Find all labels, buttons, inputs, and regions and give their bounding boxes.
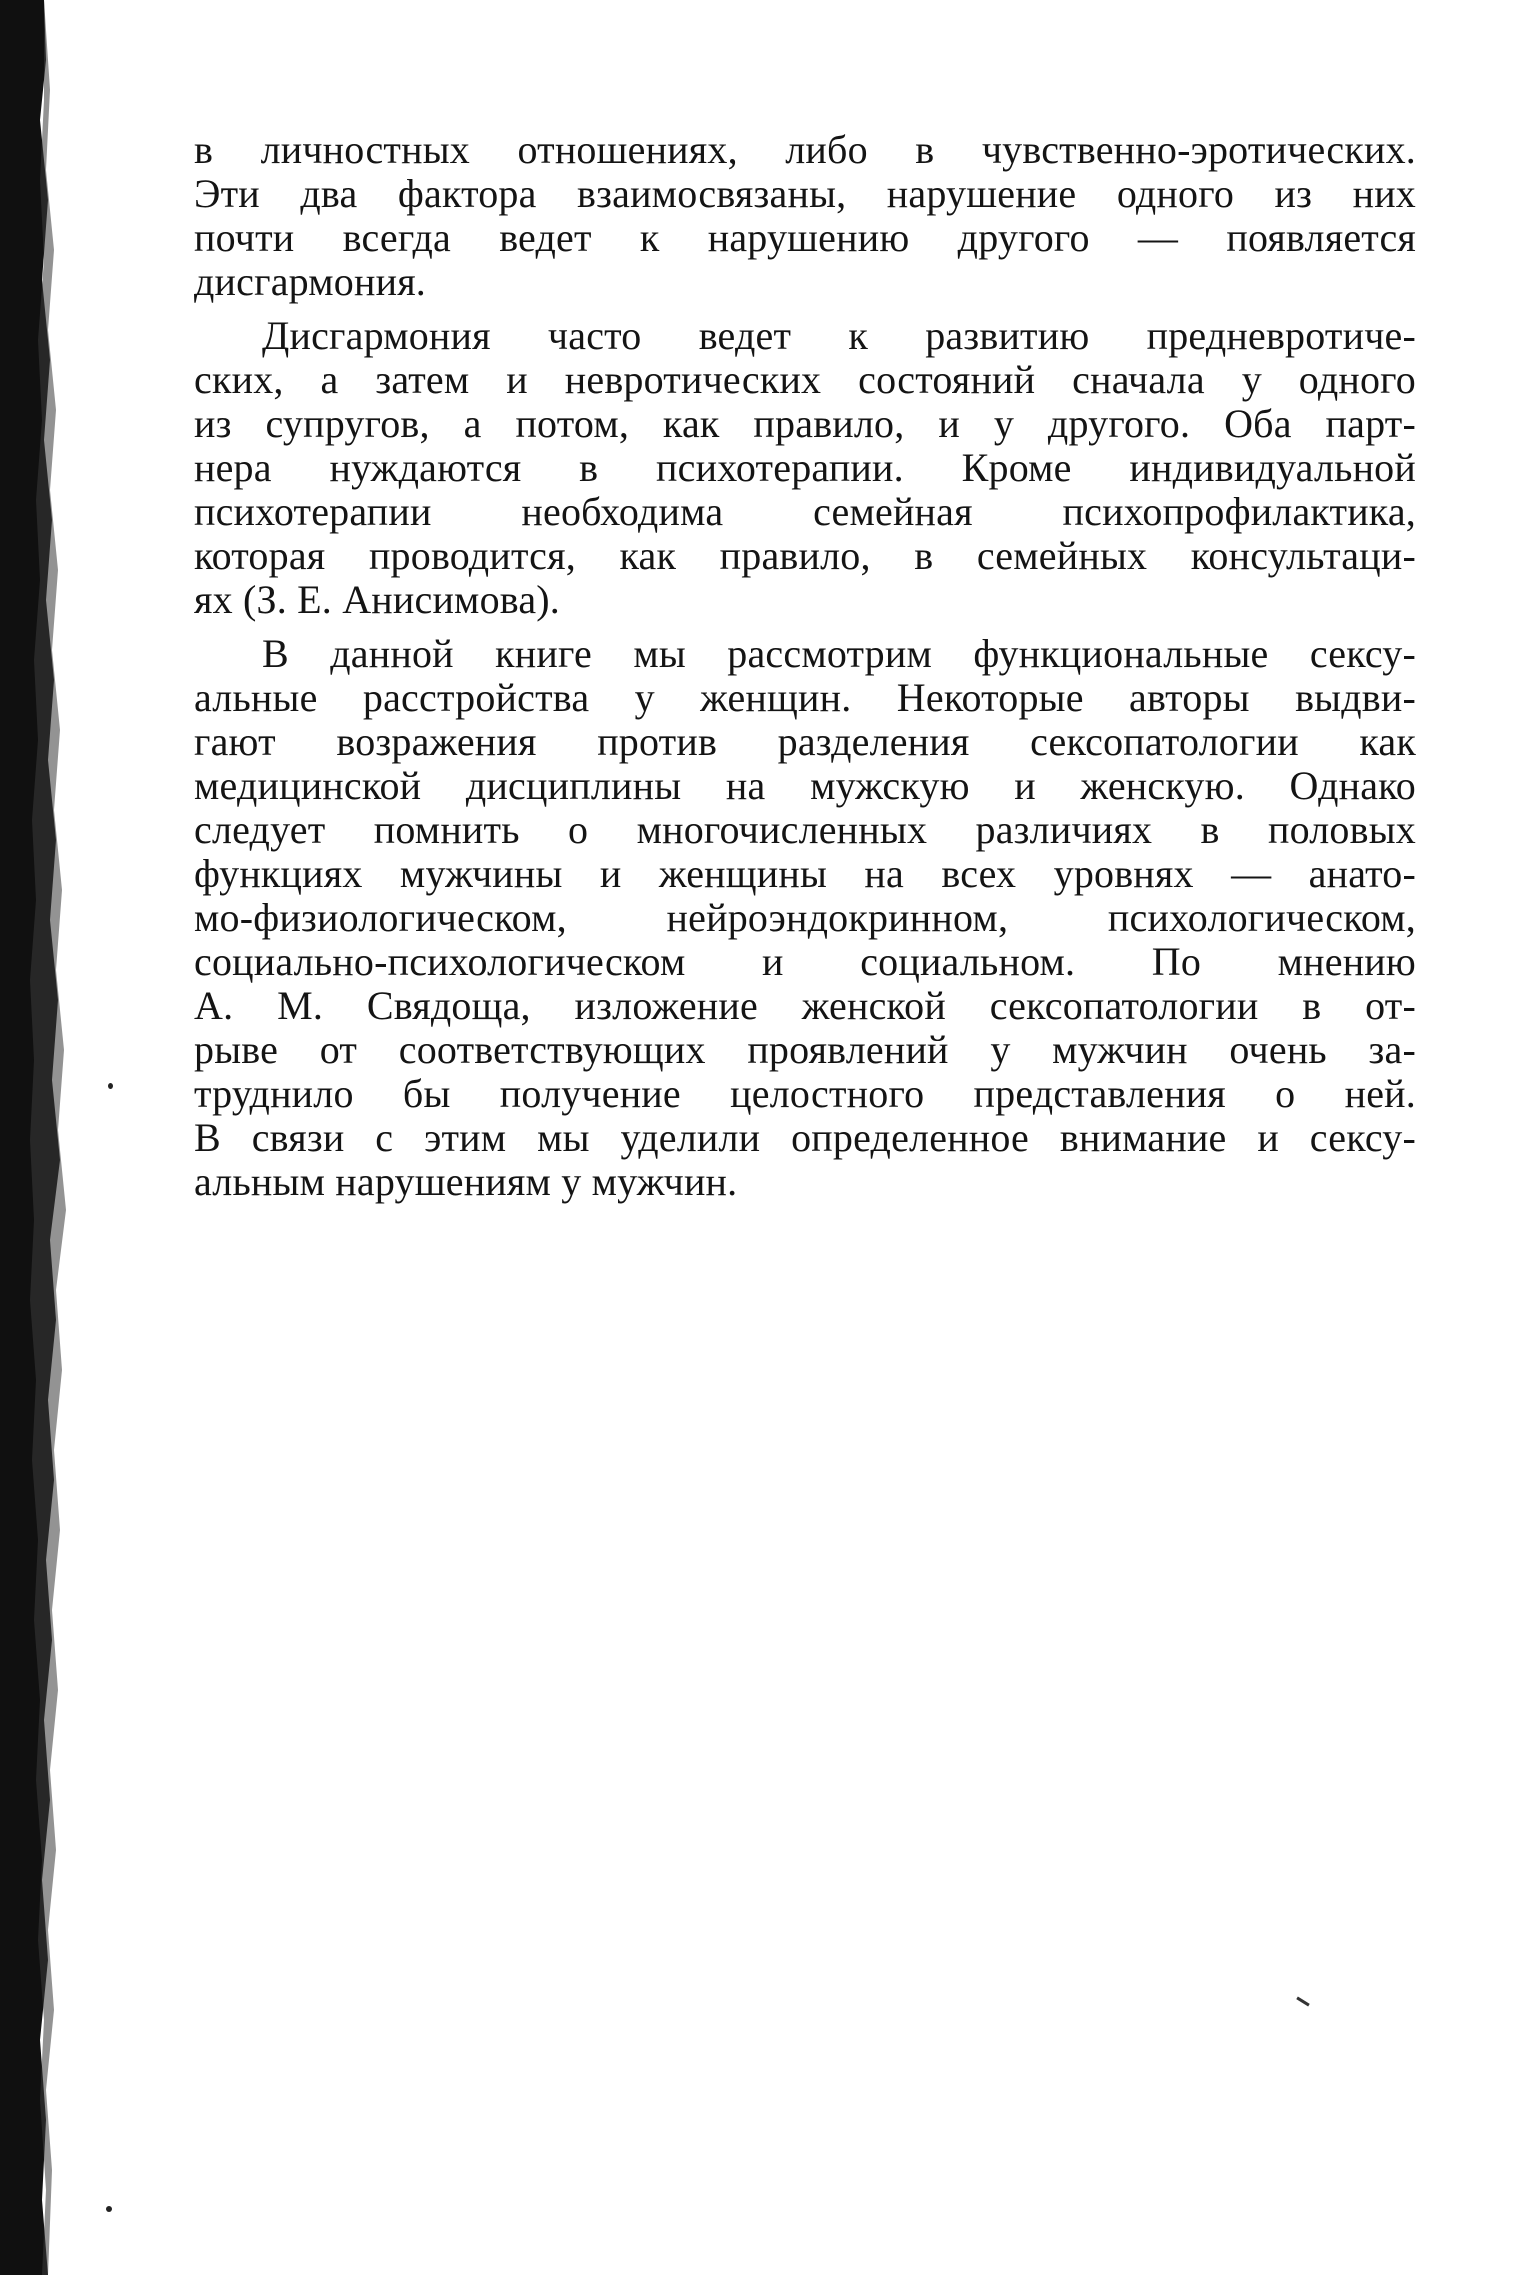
text-line: следует помнить о многочисленных различиях в половых bbox=[194, 807, 1416, 852]
text-line: функциях мужчины и женщины на всех уровнях — анато- bbox=[194, 851, 1416, 896]
text-line: А. М. Свядоща, изложение женской сексопатологии в от- bbox=[194, 983, 1416, 1028]
text-line: мо-физиологическом, нейроэндокринном, психологическом, bbox=[194, 895, 1416, 940]
text-line: труднило бы получение целостного представления о ней. bbox=[194, 1071, 1416, 1116]
text-line: из супругов, а потом, как правило, и у другого. Оба парт- bbox=[194, 401, 1416, 446]
text-line: психотерапии необходима семейная психопрофилактика, bbox=[194, 489, 1416, 534]
text-line: которая проводится, как правило, в семейных консультаци- bbox=[194, 533, 1416, 578]
text-line: социально-психологическом и социальном. По мнению bbox=[194, 939, 1416, 984]
text-line: Эти два фактора взаимосвязаны, нарушение одного из них bbox=[194, 171, 1416, 216]
text-line: ских, а затем и невротических состояний сначала у одного bbox=[194, 357, 1416, 402]
text-line: почти всегда ведет к нарушению другого — появляется bbox=[194, 215, 1416, 260]
paragraph-3 bbox=[194, 632, 1416, 1204]
text-line: В связи с этим мы уделили определенное внимание и сексу- bbox=[194, 1115, 1416, 1160]
scan-mark bbox=[1296, 1997, 1309, 2007]
text-line: альным нарушениям у мужчин. bbox=[194, 1159, 738, 1204]
paragraph-1 bbox=[194, 128, 1416, 304]
scan-speck bbox=[106, 2206, 112, 2212]
text-line: рыве от соответствующих проявлений у мужчин очень за- bbox=[194, 1027, 1416, 1072]
text-line: гают возражения против разделения сексопатологии как bbox=[194, 719, 1416, 764]
body-text bbox=[194, 128, 1416, 1204]
text-line: ях (З. Е. Анисимова). bbox=[194, 577, 560, 622]
text-line: В данной книге мы рассмотрим функциональные сексу- bbox=[262, 631, 1416, 676]
binding-edge bbox=[0, 0, 80, 2275]
text-line: дисгармония. bbox=[194, 259, 426, 304]
scan-speck bbox=[108, 1083, 113, 1089]
paragraph-2 bbox=[194, 314, 1416, 622]
text-line: нера нуждаются в психотерапии. Кроме индивидуальной bbox=[194, 445, 1416, 490]
text-line: медицинской дисциплины на мужскую и женскую. Однако bbox=[194, 763, 1416, 808]
text-line: Дисгармония часто ведет к развитию предневротиче- bbox=[262, 313, 1416, 358]
text-line: альные расстройства у женщин. Некоторые авторы выдви- bbox=[194, 675, 1416, 720]
text-line: в личностных отношениях, либо в чувственно-эротических. bbox=[194, 127, 1416, 172]
